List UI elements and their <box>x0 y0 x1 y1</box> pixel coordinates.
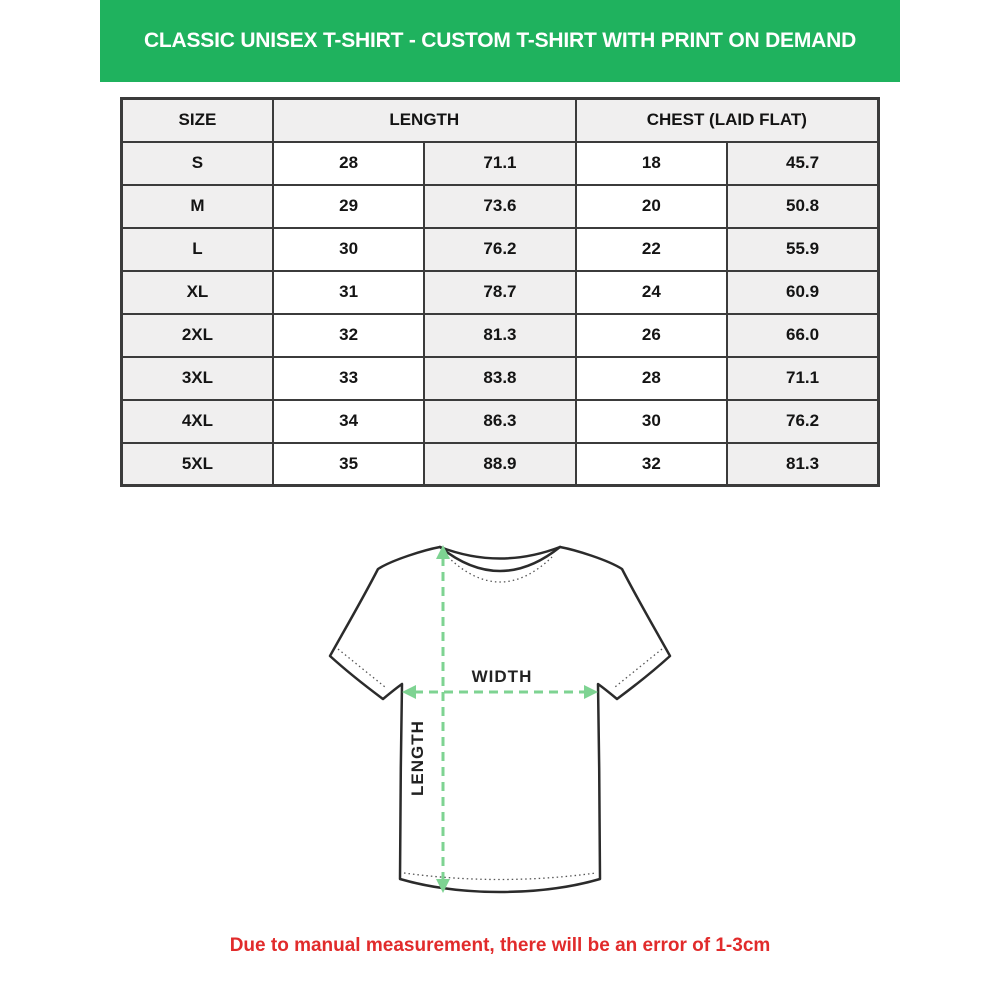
size-cell: 3XL <box>122 357 273 400</box>
length-in-cell: 34 <box>273 400 424 443</box>
length-in-cell: 32 <box>273 314 424 357</box>
length-cm-cell: 81.3 <box>424 314 575 357</box>
length-cm-cell: 88.9 <box>424 443 575 486</box>
table-row <box>122 185 879 228</box>
length-cm-cell: 83.8 <box>424 357 575 400</box>
size-cell: 5XL <box>122 443 273 486</box>
chest-in-cell: 18 <box>576 142 727 185</box>
chest-cm-cell: 71.1 <box>727 357 878 400</box>
table-row <box>122 443 879 486</box>
measurement-note: Due to manual measurement, there will be an error of 1-3cm <box>229 935 771 956</box>
size-table <box>120 97 880 487</box>
chest-cm-cell: 45.7 <box>727 142 878 185</box>
length-in-cell: 30 <box>273 228 424 271</box>
chest-cm-cell: 60.9 <box>727 271 878 314</box>
chest-cm-cell: 66.0 <box>727 314 878 357</box>
table-row <box>122 228 879 271</box>
chest-in-cell: 20 <box>576 185 727 228</box>
chest-in-cell: 22 <box>576 228 727 271</box>
size-cell: M <box>122 185 273 228</box>
table-row <box>122 271 879 314</box>
length-in-cell: 35 <box>273 443 424 486</box>
tshirt-outline <box>330 547 670 892</box>
length-cm-cell: 71.1 <box>424 142 575 185</box>
length-in-cell: 33 <box>273 357 424 400</box>
chest-in-cell: 28 <box>576 357 727 400</box>
chest-cm-cell: 76.2 <box>727 400 878 443</box>
length-label: LENGTH <box>408 720 427 796</box>
chest-cm-cell: 50.8 <box>727 185 878 228</box>
tshirt-measurement-diagram <box>328 535 672 915</box>
chest-cm-cell: 55.9 <box>727 228 878 271</box>
title-banner <box>100 0 900 82</box>
page-title: CLASSIC UNISEX T-SHIRT - CUSTOM T-SHIRT WITH PRINT ON DEMAND <box>143 29 857 52</box>
length-in-cell: 28 <box>273 142 424 185</box>
col-header-size: SIZE <box>122 99 273 142</box>
tshirt-diagram-svg <box>328 535 672 915</box>
chest-in-cell: 32 <box>576 443 727 486</box>
col-header-length: LENGTH <box>273 99 576 142</box>
length-in-cell: 29 <box>273 185 424 228</box>
length-in-cell: 31 <box>273 271 424 314</box>
size-cell: L <box>122 228 273 271</box>
size-cell: S <box>122 142 273 185</box>
table-row <box>122 314 879 357</box>
size-cell: 4XL <box>122 400 273 443</box>
chest-in-cell: 30 <box>576 400 727 443</box>
length-cm-cell: 76.2 <box>424 228 575 271</box>
length-cm-cell: 78.7 <box>424 271 575 314</box>
length-cm-cell: 86.3 <box>424 400 575 443</box>
table-row <box>122 142 879 185</box>
chest-in-cell: 26 <box>576 314 727 357</box>
chest-cm-cell: 81.3 <box>727 443 878 486</box>
table-row <box>122 400 879 443</box>
chest-in-cell: 24 <box>576 271 727 314</box>
col-header-chest: CHEST (LAID FLAT) <box>576 99 879 142</box>
size-cell: XL <box>122 271 273 314</box>
width-label: WIDTH <box>471 667 533 686</box>
size-cell: 2XL <box>122 314 273 357</box>
length-cm-cell: 73.6 <box>424 185 575 228</box>
table-header-row <box>122 99 879 142</box>
table-row <box>122 357 879 400</box>
